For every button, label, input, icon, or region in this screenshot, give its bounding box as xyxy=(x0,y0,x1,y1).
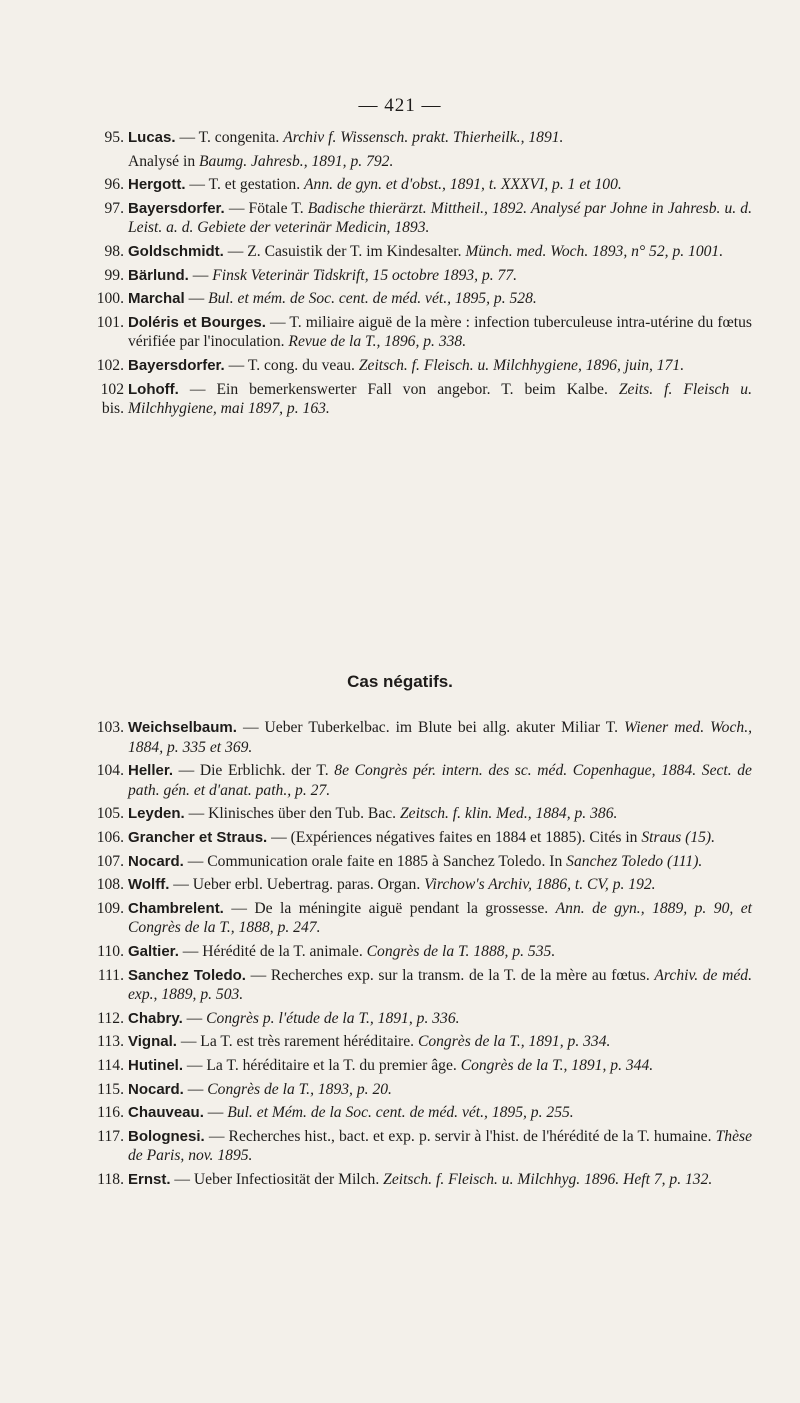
entry-reference: Baumg. Jahresb., 1891, p. 792. xyxy=(199,152,394,170)
reference-entry xyxy=(92,199,752,238)
entry-author: Doléris et Bourges. xyxy=(128,313,266,331)
entry-reference: Badische thierärzt. Mittheil., 1892. Analysé par Johne in Jahresb. u. d. Leist. a. d. Gebiete der veterinär Medicin, 1893. xyxy=(128,199,753,237)
entry-text: — Communication orale faite en 1885 à Sanchez Toledo. In xyxy=(187,852,567,870)
entry-number: 108. xyxy=(96,876,124,894)
entry-number: 101. xyxy=(96,313,124,331)
reference-entry xyxy=(92,1103,752,1123)
entry-number: 107. xyxy=(96,852,124,870)
entry-text: — xyxy=(188,290,209,308)
entry-author: Marchal xyxy=(128,290,185,308)
entry-author: Lucas. xyxy=(128,129,176,146)
entry-author: Vignal. xyxy=(128,1033,177,1051)
reference-entry xyxy=(92,804,752,824)
reference-entry xyxy=(92,1080,752,1100)
entry-number: 97. xyxy=(104,199,124,217)
entry-text: — Hérédité de la T. animale. xyxy=(182,942,367,960)
entry-reference: Congrès de la T. 1888, p. 535. xyxy=(366,942,556,960)
entry-text: — La T. est très rarement héréditaire. xyxy=(180,1033,418,1051)
entry-reference: Bul. et mém. de Soc. cent. de méd. vét., 1895, p. 528. xyxy=(208,290,537,308)
entry-number: 117. xyxy=(97,1127,124,1145)
entry-text: — De la méningite aiguë pendant la grossesse. xyxy=(231,899,556,917)
entry-author: Bärlund. xyxy=(128,266,189,284)
entry-reference: Virchow's Archiv, 1886, t. CV, p. 192. xyxy=(424,876,656,894)
entry-text: — Die Erblichk. der T. xyxy=(178,762,335,780)
entry-number: 99. xyxy=(104,266,124,284)
reference-entry xyxy=(92,1127,752,1166)
entry-author: Heller. xyxy=(128,762,174,780)
entry-reference: Münch. med. Woch. 1893, n° 52, p. 1001. xyxy=(465,242,724,260)
entry-text: — La T. héréditaire et la T. du premier âge. xyxy=(186,1056,461,1074)
entry-reference: Congrès de la T., 1893, p. 20. xyxy=(207,1080,392,1098)
entry-text: — Ueber Infectiosität der Milch. xyxy=(174,1170,384,1188)
entry-text: — (Expériences négatives faites en 1884 et 1885). Cités in xyxy=(271,828,642,846)
entry-author: Hutinel. xyxy=(128,1056,183,1074)
entry-number: 109. xyxy=(96,899,124,917)
reference-entry xyxy=(92,242,752,262)
entry-text: Analysé in xyxy=(128,152,200,170)
entry-author: Leyden. xyxy=(128,805,185,823)
entry-number: 100. xyxy=(96,290,124,308)
entry-reference: Straus (15). xyxy=(641,828,716,846)
entry-reference: Sanchez Toledo (111). xyxy=(566,852,703,870)
reference-entry xyxy=(92,1056,752,1076)
reference-entry xyxy=(92,313,752,352)
entry-text: — Recherches exp. sur la transm. de la T. de la mère au fœtus. xyxy=(250,966,655,984)
reference-entry xyxy=(92,1009,752,1029)
reference-entry xyxy=(92,718,752,757)
entry-reference: Zeits. f. Fleisch u. Milchhygiene, mai 1897, p. 163. xyxy=(128,380,752,418)
entry-text: — Klinisches über den Tub. Bac. xyxy=(188,805,400,823)
entry-number: 105. xyxy=(96,805,124,823)
entry-number: 102. xyxy=(96,356,124,374)
reference-entry xyxy=(92,1032,752,1052)
entry-author: Ernst. xyxy=(128,1170,171,1188)
entry-author: Galtier. xyxy=(128,942,179,960)
page-number: — 421 — xyxy=(358,95,442,116)
entry-author: Bayersdorfer. xyxy=(128,356,225,374)
entry-author: Weichselbaum. xyxy=(128,719,237,736)
reference-entry xyxy=(92,899,752,938)
entry-reference: Zeitsch. f. klin. Med., 1884, p. 386. xyxy=(399,805,618,823)
entry-text: — Ein bemerkenswerter Fall von angebor. T. beim Kalbe. xyxy=(189,380,619,398)
entry-number: 106. xyxy=(96,828,124,846)
entry-reference: Congrès de la T., 1891, p. 334. xyxy=(417,1033,611,1051)
entry-reference: Zeitsch. f. Fleisch. u. Milchhyg. 1896. Heft 7, p. 132. xyxy=(383,1170,713,1188)
entry-number: 113. xyxy=(97,1033,124,1051)
entry-number: 102 bis. xyxy=(100,380,124,418)
reference-entry xyxy=(92,175,752,195)
entry-number: 104. xyxy=(96,762,124,780)
entry-author: Wolff. xyxy=(128,876,170,894)
reference-entry xyxy=(92,152,752,172)
entry-text: — xyxy=(186,1009,207,1027)
entry-author: Grancher et Straus. xyxy=(128,828,268,846)
entry-author: Nocard. xyxy=(128,1080,184,1098)
entry-number: 96. xyxy=(104,176,124,194)
reference-entry xyxy=(92,356,752,376)
entry-text: — xyxy=(192,266,213,284)
entry-reference: Ann. de gyn. et d'obst., 1891, t. XXXVI, p. 1 et 100. xyxy=(304,176,622,194)
entry-number: 95. xyxy=(104,129,124,146)
entry-text: — Recherches hist., bact. et exp. p. servir à l'hist. de l'hérédité de la T. humaine. xyxy=(208,1127,716,1145)
entry-author: Nocard. xyxy=(128,852,184,870)
entry-number: 110. xyxy=(97,942,124,960)
reference-entry xyxy=(92,942,752,962)
entry-reference: Archiv f. Wissensch. prakt. Thierheilk., 1891. xyxy=(283,129,564,146)
reference-entry xyxy=(92,875,752,895)
entry-text: — T. et gestation. xyxy=(189,176,305,194)
entry-reference: Ann. de gyn., 1889, p. 90, et Congrès de la T., 1888, p. 247. xyxy=(128,899,752,937)
entry-text: — Z. Casuistik der T. im Kindesalter. xyxy=(227,242,466,260)
reference-entry xyxy=(92,852,752,872)
entry-reference: Zeitsch. f. Fleisch. u. Milchhygiene, 1896, juin, 171. xyxy=(358,356,685,374)
entry-number: 112. xyxy=(97,1009,124,1027)
entry-author: Chabry. xyxy=(128,1009,183,1027)
reference-entry xyxy=(92,380,752,419)
entry-author: Sanchez Toledo. xyxy=(128,966,246,984)
entry-text: — T. congenita. xyxy=(179,129,284,146)
entry-author: Hergott. xyxy=(128,176,186,194)
section-heading: Cas négatifs. xyxy=(347,672,453,691)
entry-author: Bolognesi. xyxy=(128,1127,205,1145)
entry-text: — xyxy=(207,1104,228,1122)
entry-number: 111. xyxy=(97,966,124,984)
entry-reference: Finsk Veterinär Tidskrift, 15 octobre 1893, p. 77. xyxy=(212,266,518,284)
entry-text: — Ueber erbl. Uebertrag. paras. Organ. xyxy=(173,876,425,894)
entry-author: Chauveau. xyxy=(128,1104,204,1122)
entry-reference: 8e Congrès pér. intern. des sc. méd. Copenhague, 1884. Sect. de path. gén. et d'anat. path., p. 27. xyxy=(128,762,752,799)
reference-entry xyxy=(92,1170,752,1190)
reference-entry xyxy=(92,289,752,309)
entry-reference: Thèse de Paris, nov. 1895. xyxy=(128,1127,752,1165)
entry-text: — Fötale T. xyxy=(228,199,308,217)
reference-list-positive xyxy=(92,128,752,423)
entry-number: 114. xyxy=(97,1056,124,1074)
entry-author: Lohoff. xyxy=(128,380,179,398)
entry-reference: Archiv. de méd. exp., 1889, p. 503. xyxy=(128,966,752,1004)
reference-entry xyxy=(92,828,752,848)
entry-reference: Congrès de la T., 1891, p. 344. xyxy=(460,1056,654,1074)
reference-list-negative xyxy=(92,718,752,1193)
entry-text: — T. cong. du veau. xyxy=(228,356,359,374)
entry-number: 103. xyxy=(96,719,124,736)
entry-text: — Ueber Tuberkelbac. im Blute bei allg. akuter Miliar T. xyxy=(242,719,625,736)
entry-author: Goldschmidt. xyxy=(128,242,224,260)
entry-number: 116. xyxy=(97,1104,124,1122)
entry-text: — xyxy=(187,1080,208,1098)
reference-entry xyxy=(92,761,752,800)
entry-text: — T. miliaire aiguë de la mère : infection tuberculeuse intra-utérine du fœtus vérifiée par l'inoculation. xyxy=(128,313,752,351)
entry-reference: Wiener med. Woch., 1884, p. 335 et 369. xyxy=(128,719,752,756)
entry-number: 98. xyxy=(104,242,124,260)
entry-author: Bayersdorfer. xyxy=(128,199,225,217)
entry-reference: Revue de la T., 1896, p. 338. xyxy=(288,333,467,351)
reference-entry xyxy=(92,966,752,1005)
reference-entry xyxy=(92,128,752,148)
entry-number: 115. xyxy=(97,1080,124,1098)
entry-author: Chambrelent. xyxy=(128,899,224,917)
entry-reference: Bul. et Mém. de la Soc. cent. de méd. vét., 1895, p. 255. xyxy=(227,1104,574,1122)
entry-reference: Congrès p. l'étude de la T., 1891, p. 336. xyxy=(206,1009,460,1027)
entry-number: 118. xyxy=(97,1170,124,1188)
reference-entry xyxy=(92,266,752,286)
